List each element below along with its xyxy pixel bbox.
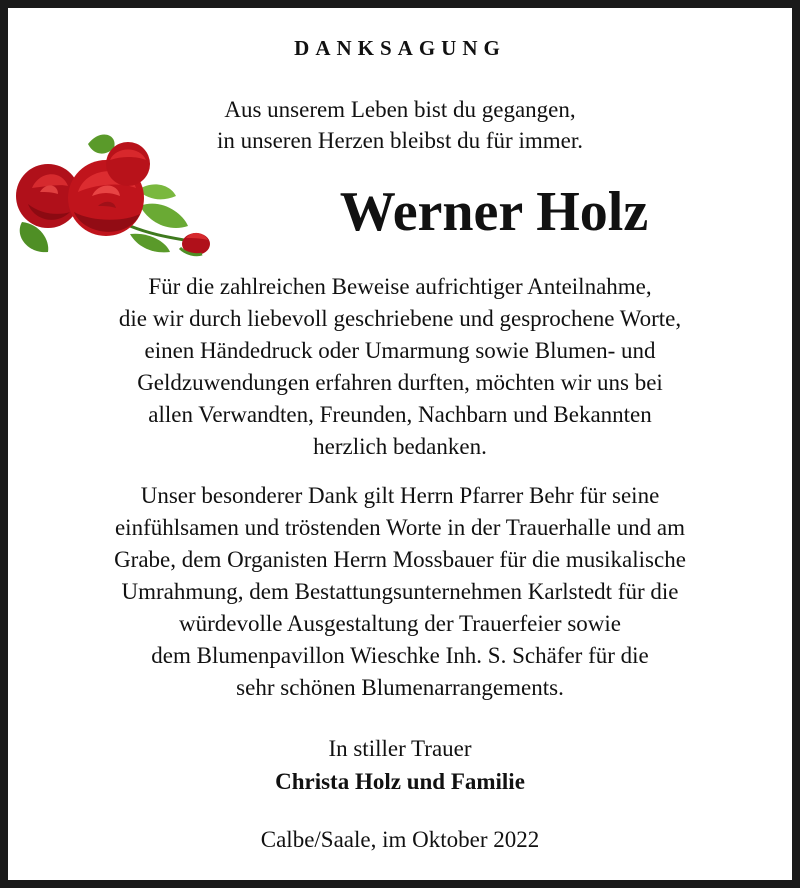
place-date: Calbe/Saale, im Oktober 2022 xyxy=(260,827,540,852)
red-roses-icon xyxy=(10,126,220,266)
text-line: Unser besonderer Dank gilt Herrn Pfarrer Behr für seine xyxy=(140,483,660,508)
text-line: allen Verwandten, Freunden, Nachbarn und Bekannten xyxy=(148,402,652,427)
text-line: Für die zahlreichen Beweise aufrichtiger Anteilnahme, xyxy=(148,274,652,299)
text-line: dem Blumenpavillon Wieschke Inh. S. Schäfer für die xyxy=(151,643,649,668)
deceased-name: Werner Holz xyxy=(339,181,649,243)
signature-name: Christa Holz und Familie xyxy=(275,769,525,794)
heading: DANKSAGUNG xyxy=(294,36,506,60)
special-thanks-paragraph xyxy=(8,480,792,704)
text-line: Grabe, dem Organisten Herrn Mossbauer für die musikalische xyxy=(114,547,686,572)
closing-line: In stiller Trauer xyxy=(328,736,472,761)
quote-line: Aus unserem Leben bist du gegangen, xyxy=(224,97,576,122)
text-line: sehr schönen Blumenarrangements. xyxy=(236,675,564,700)
text-line: die wir durch liebevoll geschriebene und gesprochene Worte, xyxy=(118,306,682,331)
text-line: Geldzuwendungen erfahren durften, möchten wir uns bei xyxy=(137,370,663,395)
quote-line: in unseren Herzen bleibst du für immer. xyxy=(217,128,583,153)
thanks-paragraph xyxy=(8,271,792,463)
text-line: Umrahmung, dem Bestattungsunternehmen Karlstedt für die xyxy=(121,579,679,604)
text-line: herzlich bedanken. xyxy=(313,434,487,459)
text-line: einfühlsamen und tröstenden Worte in der Trauerhalle und am xyxy=(114,515,686,540)
signature-block xyxy=(8,732,792,798)
text-line: würdevolle Ausgestaltung der Trauerfeier sowie xyxy=(178,611,621,636)
text-line: einen Händedruck oder Umarmung sowie Blumen- und xyxy=(144,338,656,363)
